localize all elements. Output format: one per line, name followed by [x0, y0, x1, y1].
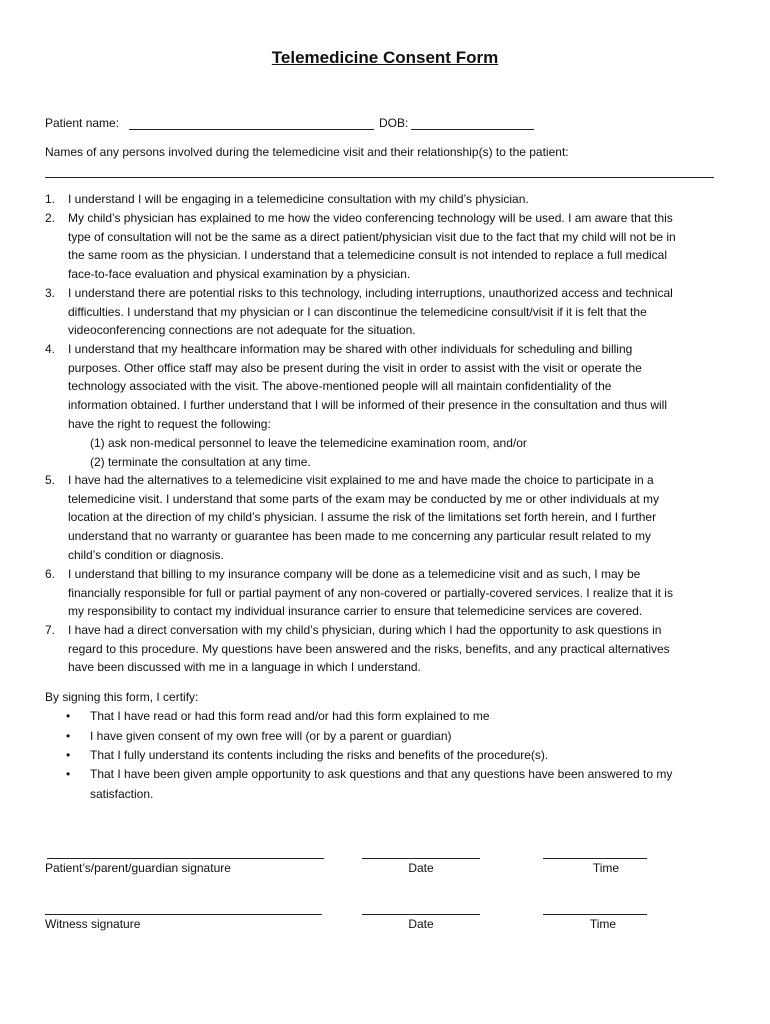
consent-item-text: have been discussed with me in a language in which I understand. — [68, 660, 421, 675]
consent-item-number: 3. — [45, 286, 56, 300]
bullet-icon: • — [66, 767, 71, 781]
consent-item-text: type of consultation will not be the same as a direct patient/physician visit due to the fact that my child will not be in — [68, 229, 676, 244]
consent-item-text: regard to this procedure. My questions have been answered and the risks, benefits, and any practical alternatives — [68, 641, 670, 656]
certify-item-text: That I fully understand its contents including the risks and benefits of the procedure(s). — [90, 748, 549, 762]
consent-item-text: difficulties. I understand that my physician or I can discontinue the telemedicine consult/visit if it is felt that the — [68, 304, 647, 319]
certify-item-text: satisfaction. — [90, 786, 154, 801]
patient-time-label: Time — [592, 861, 620, 875]
consent-item-text: financially responsible for full or partial payment of any non-covered or partially-covered services. I realize that it is — [68, 585, 673, 600]
consent-item-number: 2. — [45, 211, 56, 225]
witness-time-label: Time — [589, 917, 617, 931]
consent-item-text: I understand I will be engaging in a telemedicine consultation with my child’s physician. — [68, 192, 529, 206]
form-title: Telemedicine Consent Form — [271, 48, 499, 67]
consent-item-text: face-to-face evaluation and physical examination by a physician. — [68, 267, 411, 282]
consent-item-text: I understand there are potential risks to this technology, including interruptions, unauthorized access and technical — [68, 286, 673, 300]
witness-signature-label: Witness signature — [45, 917, 141, 931]
consent-item-number: 6. — [45, 567, 56, 581]
certify-item-text: That I have read or had this form read and/or had this form explained to me — [90, 709, 490, 723]
persons-involved-field[interactable] — [45, 177, 714, 178]
consent-item-number: 7. — [45, 623, 56, 637]
consent-item-text: I have had the alternatives to a telemedicine visit explained to me and have made the choice to participate in a — [68, 473, 654, 487]
consent-item-text: the same room as the physician. I understand that a telemedicine consult is not intended to replace a full medical — [68, 248, 668, 263]
consent-item-text: I have had a direct conversation with my child’s physician, during which I had the opportunity to ask questions in — [68, 623, 662, 637]
consent-item-text: have the right to request the following: — [68, 416, 271, 431]
consent-item-number: 4. — [45, 342, 56, 356]
consent-item-text: my responsibility to contact my individual insurance carrier to ensure that telemedicine services are covered. — [68, 604, 643, 619]
certify-item-text: I have given consent of my own free will (or by a parent or guardian) — [90, 729, 452, 743]
consent-item-text: technology associated with the visit. The above-mentioned people will all maintain confidentiality of the — [68, 379, 612, 394]
dob-label: DOB: — [379, 116, 409, 130]
certify-item-text: That I have been given ample opportunity to ask questions and that any questions have been answered to my — [90, 767, 673, 781]
patient-name-field[interactable] — [129, 129, 374, 130]
consent-item-text: I understand that billing to my insurance company will be done as a telemedicine visit and as such, I may be — [68, 567, 641, 581]
consent-item-text: location at the direction of my child’s physician. I assume the risk of the limitations set forth herein, and I further — [68, 510, 657, 525]
patient-date-label: Date — [408, 861, 434, 875]
persons-involved-label: Names of any persons involved during the telemedicine visit and their relationship(s) to the patient: — [45, 145, 569, 159]
subitem-ask-personnel-leave: (1) ask non-medical personnel to leave the telemedicine examination room, and/or — [90, 436, 527, 450]
consent-item-number: 1. — [45, 192, 56, 206]
bullet-icon: • — [66, 709, 71, 723]
certify-label: By signing this form, I certify: — [45, 690, 199, 704]
consent-item-text: purposes. Other office staff may also be present during the visit in order to assist with the visit or operate the — [68, 360, 642, 375]
patient-name-label: Patient name: — [45, 116, 120, 130]
consent-item-text: videoconferencing connections are not adequate for the situation. — [68, 323, 416, 338]
consent-item-text: child’s condition or diagnosis. — [68, 547, 224, 562]
consent-item-text: I understand that my healthcare information may be shared with other individuals for scheduling and billing — [68, 342, 633, 356]
consent-item-text: telemedicine visit. I understand that some parts of the exam may be conducted by me or other individuals at my — [68, 491, 659, 506]
consent-item-text: understand that no warranty or guarantee has been made to me concerning any particular result related to my — [68, 529, 652, 544]
subitem-terminate-consultation: (2) terminate the consultation at any time. — [90, 455, 311, 469]
dob-field[interactable] — [411, 129, 534, 130]
bullet-icon: • — [66, 729, 71, 743]
consent-item-text: My child’s physician has explained to me how the video conferencing technology will be used. I am aware that this — [68, 211, 673, 225]
patient-signature-label: Patient’s/parent/guardian signature — [45, 861, 231, 875]
bullet-icon: • — [66, 748, 71, 762]
witness-date-label: Date — [408, 917, 434, 931]
consent-item-number: 5. — [45, 473, 56, 487]
consent-item-text: information obtained. I further understand that I will be informed of their presence in the consultation and thus will — [68, 398, 668, 413]
